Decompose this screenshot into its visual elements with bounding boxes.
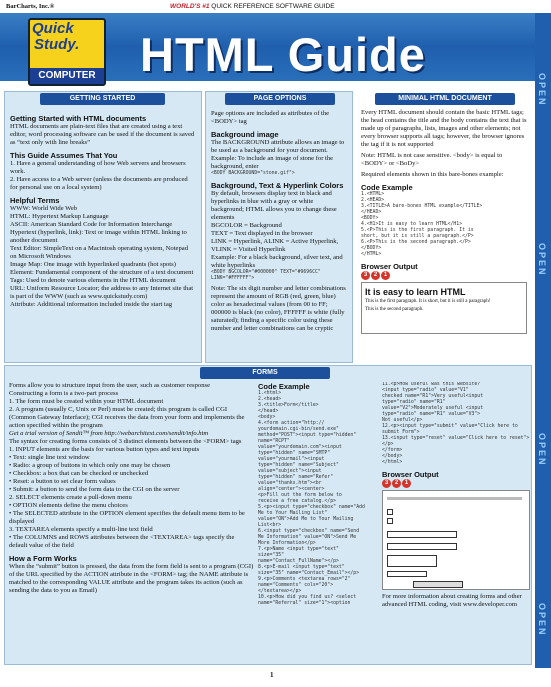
code-line: </head>: [258, 409, 279, 414]
forms-bullet: • The SELECTED attribute in the OPTION element specifies the default menu item to be displayed: [9, 510, 245, 525]
page-title: HTML Guide: [140, 28, 426, 81]
forms-p7: 1. INPUT elements are the basis for various button types and text inputs: [9, 446, 200, 453]
forms-p5: Get a trial version of Sendit™ from http://webarchitext.com/sendit/info.htm: [9, 430, 209, 437]
forms-code-heading: Code Example: [258, 382, 310, 391]
submit-button[interactable]: [413, 581, 463, 588]
code-line: </textarea></p>: [258, 589, 302, 594]
code-line: name="Referral" size="1"><option: [258, 601, 351, 606]
code-line: 13.<input type="reset" value="Click here to reset">: [382, 436, 530, 441]
code-line: </p>: [382, 442, 394, 447]
code-line: </html>: [382, 460, 403, 465]
side-open-3: OPEN: [537, 433, 547, 467]
code-line: <body>: [258, 415, 276, 420]
bg-code: <BODY BACKGROUND="stone.gif">: [211, 171, 295, 176]
forms-p8: 2. SELECT elements create a pull-down menu: [9, 494, 132, 501]
out-para-1: This is the first paragraph. It is short, but it is still a paragraph!: [365, 299, 491, 304]
colors-text-attr: TEXT = Text displayed in the browser: [211, 230, 313, 237]
forms-code-2: [382, 382, 530, 466]
forms-output-numbers: 3 2 1: [382, 479, 530, 488]
side-open-1: OPEN: [537, 73, 547, 107]
code-line: value="subject"><input: [258, 469, 322, 474]
term-item: URL: Uniform Resource Locator; the address to any Internet site that is part of the WWW (such as www.quickstudy.com): [10, 285, 194, 300]
term-item: Text Editor: SimpleText on a Macintosh operating system, Notepad on Microsoft Windows: [10, 245, 188, 260]
logo: [28, 18, 106, 86]
min-code: 1.<HTML> 2.<HEAD> 3.<TITLE>A bare-bones HTML example</TITLE> </HEAD> <BODY> 4.<H1>It is easy to learn HTML</H1> 5.<P>This is the first paragraph. It is short, but it is still a paragraph.</P> 6.<P>This is the second paragraph.</P> </BODY> </HTML>: [361, 192, 483, 257]
min-browser-output: [361, 282, 527, 334]
form-works-heading: How a Form Works: [9, 554, 77, 563]
forms-bullet: • Checkbox: a box that can be checked or unchecked: [9, 470, 149, 477]
page-options-panel: [205, 91, 353, 363]
gs-heading: Getting Started with HTML documents: [10, 114, 147, 123]
code-line: List<br>: [258, 523, 282, 528]
code-line: type="hidden" name="SMTP": [258, 451, 331, 456]
code-line: </form>: [382, 448, 403, 453]
code-line: 2.<head>: [258, 397, 282, 402]
forms-output-heading: Browser Output: [382, 470, 439, 479]
colors-note: Note: The six digit number and letter combinations represent the amount of RGB (red, green, blue) color as hexadecimal values (from 00 to FF; 000000 is black (no color), FFFFFF is white (fully saturated); finding a specific color using these number and letter combinations can be cryptic: [211, 285, 346, 332]
code-line: More Information</p>: [258, 541, 316, 546]
code-line: Me Information" value="ON">Send Me: [258, 535, 357, 540]
code-line: </body>: [382, 454, 403, 459]
code-line: value="thanks.htm"><br: [258, 481, 322, 486]
forms-bullet: • The COLUMNS and ROWS attributes between the <TEXTAREA> tags specify the default value of the field: [9, 534, 235, 549]
term-item: Attribute: Additional information included inside the start tag: [10, 301, 173, 308]
minimal-html-panel: [356, 91, 532, 363]
forms-browser-output: [382, 490, 530, 590]
code-line: name="Contact_FullName"></p>: [258, 559, 339, 564]
code-line: value="ON">Add Me to Your Mailing: [258, 517, 354, 522]
forms-header: FORMS: [200, 367, 330, 379]
code-line: <p>Fill out the form below to: [258, 493, 342, 498]
forms-p9: 3. TEXTAREA elements specify a multi-line text field: [9, 526, 153, 533]
code-line: type="hidden" name="Refer": [258, 475, 334, 480]
code-line: 3.<title>Form</title>: [258, 403, 319, 408]
forms-p4: 2. A program (usually C, Unix or Perl) must be created; this program is called CGI (Common Gateway Interface); CGI receives the data from your form and implements the action specified within the program: [9, 406, 245, 429]
min-output-numbers: 3 2 1: [361, 271, 527, 280]
checkbox[interactable]: [387, 518, 393, 524]
code-line: value="yourmail"><input: [258, 457, 325, 462]
code-line: 10.<p>How did you find us? <select: [258, 595, 357, 600]
term-item: Element: Fundamental component of the structure of a text document: [10, 269, 194, 276]
forms-footer: For more information about creating forms and other advanced HTML coding, visit www.developer.com: [382, 593, 522, 608]
code-line: 1.<html>: [258, 391, 282, 396]
forms-code: [258, 391, 378, 607]
comments-field[interactable]: [387, 555, 437, 567]
forms-bullet: • Reset: a button to set clear form values: [9, 478, 116, 485]
code-line: value="V2">Moderately useful <input: [382, 406, 484, 411]
term-item: WWW: World Wide Web: [10, 205, 78, 212]
gs-text: HTML documents are plain-text files that are created using a text editor, word processing software can be used if the document is saved as “text only with line breaks”: [10, 123, 195, 146]
code-line: Me to Your Mailing List": [258, 511, 328, 516]
min-required: Required elements shown in this bare-bones example:: [361, 171, 504, 178]
code-line: type="hidden" name="Subject": [258, 463, 339, 468]
code-line: align="center"><center>: [258, 487, 325, 492]
term-item: Image Map: One image with hyperlinked quadrants (hot spots): [10, 261, 176, 268]
top-bar: [0, 0, 551, 13]
colors-example: Example: For a black background, silver text, and white hyperlinks: [211, 254, 343, 269]
colors-heading: Background, Text & Hyperlink Colors: [211, 181, 344, 190]
email-field[interactable]: [387, 543, 457, 550]
side-open-4: OPEN: [537, 603, 547, 637]
code-line: name="RCPT": [258, 439, 290, 444]
term-item: Hypertext (hyperlink, link): Text or image within HTML linking to another document: [10, 229, 187, 244]
code-line: value="yourdomain.com"><input: [258, 445, 342, 450]
code-line: 12.<p><input type="submit" value="Click here to: [382, 424, 518, 429]
assumes-2: 2. Have access to a Web server (unless the documents are produced for personal use on a local system): [10, 176, 188, 191]
code-line: submit Form">: [382, 430, 420, 435]
min-output-heading: Browser Output: [361, 262, 418, 271]
forms-code-column: [258, 382, 378, 664]
getting-started-header: GETTING STARTED: [40, 93, 165, 105]
po-intro: Page options are included as attributes of the <BODY> tag: [211, 110, 330, 125]
checkbox[interactable]: [387, 509, 393, 515]
forms-bullet: • Submit: a button to send the form data to the CGI on the server: [9, 486, 180, 493]
page-options-header: PAGE OPTIONS: [225, 93, 335, 105]
code-line: size="35": [258, 553, 284, 558]
terms-heading: Helpful Terms: [10, 196, 60, 205]
code-line: <input type="radio" value="V1": [382, 388, 469, 393]
logo-computer: COMPUTER: [30, 68, 104, 84]
side-open-2: OPEN: [537, 243, 547, 277]
minimal-html-header: MINIMAL HTML DOCUMENT: [375, 93, 515, 105]
term-item: ASCII: American Standard Code for Information Interchange: [10, 221, 173, 228]
publisher: BarCharts, Inc.®: [6, 3, 55, 10]
code-line: 9.<p>Comments <textarea rows="2": [258, 577, 351, 582]
forms-bullet: • OPTION elements define the menu choices: [9, 502, 128, 509]
forms-p3: 1. The form must be created within your HTML document: [9, 398, 164, 405]
colors-code: <BODY BGCOLOR="#000000" TEXT="#9696CC" LINK="#FFFFFF">: [211, 270, 321, 281]
code-line: type="radio" name="R1" value="V3">: [382, 412, 481, 417]
forms-p1: Forms allow you to structure input from the user, such as customer response: [9, 382, 210, 389]
code-line: checked name="R1">Very useful<input: [382, 394, 484, 399]
form-works-text: When the “submit” button is pressed, the data from the form field is sent to a program (CGI) of the URL specified by the ACTION attribute in the <FORM> tag; the NAME attribute is matched to the corresponding VALUE attribute and the program takes its action (such as sending the data to you as Email): [9, 563, 254, 594]
page-number: 1: [270, 671, 274, 679]
min-text-1: Every HTML document should contain the basic HTML tags; the head contains the title and the body contains the text that is made up of paragraphs, lists, images and other elements; not every browser supports all tags; however, the browser ignores the tag if it is not supported: [361, 109, 527, 148]
code-line: 8.<p>E-mail <input type="text": [258, 565, 345, 570]
forms-p6: The syntax for creating forms consists of 3 distinct elements between the <FORM> tags: [9, 438, 242, 445]
code-line: 6.<input type="checkbox" name="Send: [258, 529, 360, 534]
side-strip: [535, 13, 551, 668]
code-line: receive a free catalog.</p>: [258, 499, 336, 504]
term-item: Tags: Used to denote various elements in the HTML document: [10, 277, 176, 284]
code-line: 4.<form action="http://: [258, 421, 325, 426]
forms-bullet: • Text: single line text window: [9, 454, 90, 461]
code-line: 5.<p><input type="checkbox" name="Add: [258, 505, 365, 510]
code-line: 7.<p>Name <input type="text": [258, 547, 339, 552]
out-heading: It is easy to learn HTML: [365, 287, 466, 297]
min-code-heading: Code Example: [361, 183, 413, 192]
code-line: size="35" name="Contact_Email"></p>: [258, 571, 360, 576]
out-para-2: This is the second paragraph.: [365, 307, 424, 312]
name-field[interactable]: [387, 531, 457, 538]
assumes-1: 1. Have a general understanding of how Web servers and browsers work.: [10, 160, 186, 175]
assumes-heading: This Guide Assumes That You: [10, 151, 118, 160]
code-line: 11.<p>How useful was this website?: [382, 382, 481, 387]
forms-output-column: [382, 382, 530, 664]
bg-image-heading: Background image: [211, 130, 279, 139]
min-note: Note: HTML is not case sensitive. <body> is equal to <BODY> or <BoDy>: [361, 152, 503, 167]
code-line: method="POST"><input type="hidden": [258, 433, 357, 438]
forms-bullet: • Radio: a group of buttons in which only one may be chosen: [9, 462, 171, 469]
getting-started-panel: [4, 91, 202, 363]
code-line: Not useful</p>: [382, 418, 423, 423]
term-item: HTML: Hypertext Markup Language: [10, 213, 109, 220]
forms-p2: Constructing a form is a two-part process: [9, 390, 119, 397]
colors-link: LINK = Hyperlink, ALINK = Active Hyperlink, VLINK = Visited Hyperlink: [211, 238, 339, 253]
bg-image-text: The BACKGROUND attribute allows an image to be used as a background for your document. Example: To include an image of stone for the background, enter: [211, 139, 345, 170]
code-line: yourdomain.cgi-bin/send.exe": [258, 427, 339, 432]
referral-select[interactable]: [387, 571, 427, 577]
forms-text-column: [9, 382, 254, 664]
logo-quick: Quick: [32, 20, 74, 37]
tagline: WORLD'S #1 QUICK REFERENCE SOFTWARE GUIDE: [170, 3, 335, 10]
colors-text: By default, browsers display text in black and hyperlinks in blue with a gray or white background; HTML allows you to change these elements: [211, 190, 337, 221]
code-line: type="radio" name="R1": [382, 400, 446, 405]
logo-study: Study.: [34, 36, 80, 53]
colors-bgcolor: BGCOLOR = Background: [211, 222, 282, 229]
code-line: name="Comments" cols="20">: [258, 583, 334, 588]
